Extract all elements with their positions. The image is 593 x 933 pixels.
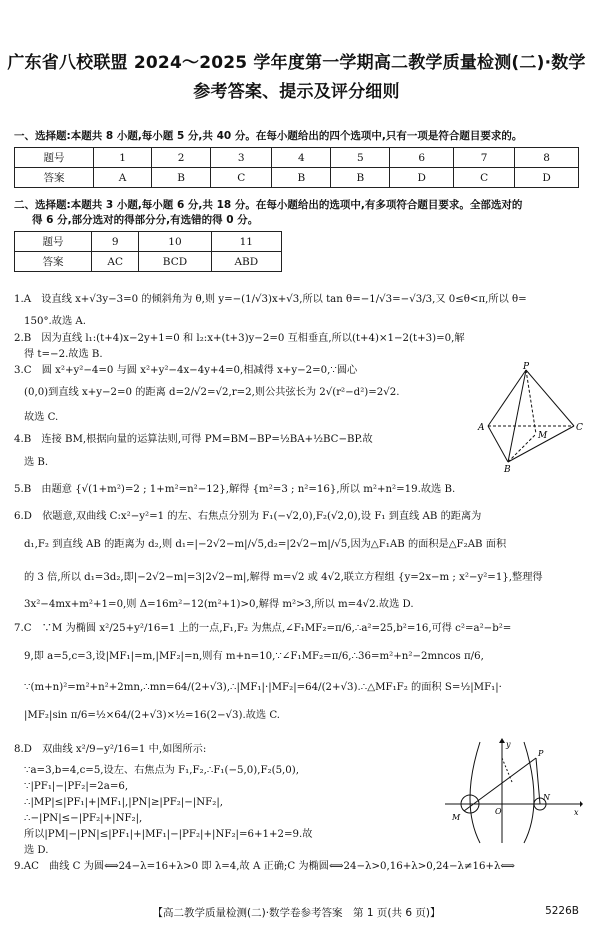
- table-cell: D: [515, 168, 579, 188]
- table-cell: 4: [272, 148, 331, 168]
- table-cell: 7: [454, 148, 515, 168]
- solution-line: ∴|MP|≤|PF₁|+|MF₁|,|PN|≥|PF₂|−|NF₂|,: [24, 797, 224, 808]
- page-subtitle: 参考答案、提示及评分细则: [193, 82, 400, 102]
- page-title: 广东省八校联盟 2024～2025 学年度第一学期高二教学质量检测(二)·数学: [7, 53, 586, 73]
- answer-table-1: [14, 147, 579, 188]
- solution-line: 150°.故选 A.: [24, 316, 86, 327]
- solution-line: 的 3 倍,所以 d₁=3d₂,即|−2√2−m|=3|2√2−m|,解得 m=√2 或 4√2,联立方程组 {y=2x−m ; x²−y²=1},整理得: [24, 572, 543, 583]
- row-label: 答案: [15, 168, 94, 188]
- solution-line: ∵a=3,b=4,c=5,设左、右焦点为 F₁,F₂,∴F₁(−5,0),F₂(5,0),: [24, 765, 299, 776]
- solution-line: d₁,F₂ 到直线 AB 的距离为 d₂,则 d₁=|−2√2−m|/√5,d₂=|2√2−m|/√5,因为△F₁AB 的面积是△F₂AB 面积: [24, 539, 507, 550]
- solution-line: 2.B 因为直线 l₁:(t+4)x−2y+1=0 和 l₂:x+(t+3)y−2=0 互相垂直,所以(t+4)×1−2(t+3)=0,解: [14, 333, 465, 344]
- solution-line: 7.C ∵M 为椭圆 x²/25+y²/16=1 上的一点,F₁,F₂ 为焦点,∠F₁MF₂=π/6,∴a²=25,b²=16,可得 c²=a²−b²=: [14, 623, 512, 634]
- answer-table-2: [14, 231, 282, 272]
- table-cell: C: [211, 168, 272, 188]
- axis-label-y: y: [506, 740, 511, 749]
- label-P: P: [523, 362, 530, 372]
- table-cell: C: [454, 168, 515, 188]
- row-label: 题号: [15, 148, 94, 168]
- solution-line: 3x²−4mx+m²+1=0,则 Δ=16m²−12(m²+1)>0,解得 m²>3,所以 m=4√2.故选 D.: [24, 599, 414, 610]
- solution-line: 9.AC 曲线 C 为圆⟺24−λ=16+λ>0 即 λ=4,故 A 正确;C 为椭圆⟺24−λ>0,16+λ>0,24−λ≠16+λ⟺: [14, 861, 516, 872]
- document-code: 5226B: [545, 905, 579, 917]
- solution-line: 得 t=−2.故选 B.: [24, 349, 103, 360]
- label-M: M: [452, 813, 461, 822]
- table-cell: 10: [139, 232, 211, 252]
- solution-line: 4.B 连接 BM,根据向量的运算法则,可得 PM=BM−BP=½BA+½BC−BP.故: [14, 434, 373, 445]
- solution-line: 所以|PM|−|PN|≤|PF₁|+|MF₁|−|PF₂|+|NF₂|=6+1+2=9.故: [24, 829, 313, 840]
- solution-line: 9,即 a=5,c=3,设|MF₁|=m,|MF₂|=n,则有 m+n=10,∵∠F₁MF₂=π/6,∴36=m²+n²−2mncos π/6,: [24, 651, 484, 662]
- table-cell: D: [390, 168, 454, 188]
- solution-line: (0,0)到直线 x+y−2=0 的距离 d=2/√2=√2,r=2,则公共弦长为 2√(r²−d²)=2√2.: [24, 387, 400, 398]
- table-cell: 6: [390, 148, 454, 168]
- solution-line: 选 B.: [24, 457, 49, 468]
- table-cell: B: [152, 168, 211, 188]
- section2-heading-line2: 得 6 分,部分选对的得部分分,有选错的得 0 分。: [32, 214, 259, 226]
- solution-line: 6.D 依题意,双曲线 C:x²−y²=1 的左、右焦点分别为 F₁(−√2,0),F₂(√2,0),设 F₁ 到直线 AB 的距离为: [14, 511, 482, 522]
- table-cell: 2: [152, 148, 211, 168]
- solution-line: |MF₂|sin π/6=½×64/(2+√3)×½=16(2−√3).故选 C.: [24, 710, 280, 721]
- table-cell: 11: [211, 232, 281, 252]
- label-O: O: [495, 807, 502, 816]
- solution-line: 1.A 设直线 x+√3y−3=0 的倾斜角为 θ,则 y=−(1/√3)x+√3,所以 tan θ=−1/√3=−√3/3,又 0≤θ<π,所以 θ=: [14, 294, 527, 305]
- tetrahedron-figure: [476, 362, 586, 474]
- section1-heading: 一、选择题:本题共 8 小题,每小题 5 分,共 40 分。在每小题给出的四个选项中,只有一项是符合题目要求的。: [14, 130, 523, 142]
- table-cell: BCD: [139, 252, 211, 272]
- label-B: B: [504, 465, 511, 474]
- label-N: N: [543, 793, 550, 802]
- label-C: C: [576, 423, 583, 433]
- table-cell: AC: [92, 252, 139, 272]
- table-cell: 5: [331, 148, 390, 168]
- table-cell: ABD: [211, 252, 281, 272]
- table-row: [15, 232, 282, 252]
- table-row: [15, 252, 282, 272]
- label-A: A: [478, 423, 485, 433]
- label-M: M: [538, 431, 548, 441]
- table-cell: A: [94, 168, 152, 188]
- label-P: P: [538, 749, 544, 758]
- table-cell: 8: [515, 148, 579, 168]
- row-label: 答案: [15, 252, 92, 272]
- solution-line: ∴−|PN|≤−|PF₂|+|NF₂|,: [24, 813, 143, 824]
- table-cell: B: [331, 168, 390, 188]
- table-cell: B: [272, 168, 331, 188]
- solution-line: 故选 C.: [24, 412, 59, 423]
- solution-line: ∵(m+n)²=m²+n²+2mn,∴mn=64/(2+√3),∴|MF₁|·|MF₂|=64/(2+√3).∴△MF₁F₂ 的面积 S=½|MF₁|·: [24, 682, 502, 693]
- table-cell: 1: [94, 148, 152, 168]
- page-footer: 【高二教学质量检测(二)·数学卷参考答案 第 1 页(共 6 页)】: [152, 907, 441, 919]
- axis-label-x: x: [574, 808, 579, 817]
- solution-line: 3.C 圆 x²+y²−4=0 与圆 x²+y²−4x−4y+4=0,相减得 x+y−2=0,∵圆心: [14, 365, 358, 376]
- table-row: [15, 168, 579, 188]
- solution-line: 5.B 由题意 {√(1+m²)=2 ; 1+m²=n²−12},解得 {m²=3 ; n²=16},所以 m²+n²=19.故选 B.: [14, 484, 456, 495]
- table-cell: 3: [211, 148, 272, 168]
- section2-heading-line1: 二、选择题:本题共 3 小题,每小题 6 分,共 18 分。在每小题给出的选项中,有多项符合题目要求。全部选对的: [14, 199, 523, 211]
- solution-line: 选 D.: [24, 845, 49, 856]
- table-row: [15, 148, 579, 168]
- solution-line: 8.D 双曲线 x²/9−y²/16=1 中,如图所示:: [14, 744, 207, 755]
- row-label: 题号: [15, 232, 92, 252]
- table-cell: 9: [92, 232, 139, 252]
- hyperbola-figure: [440, 738, 583, 848]
- solution-line: ∵|PF₁|−|PF₂|=2a=6,: [24, 781, 129, 792]
